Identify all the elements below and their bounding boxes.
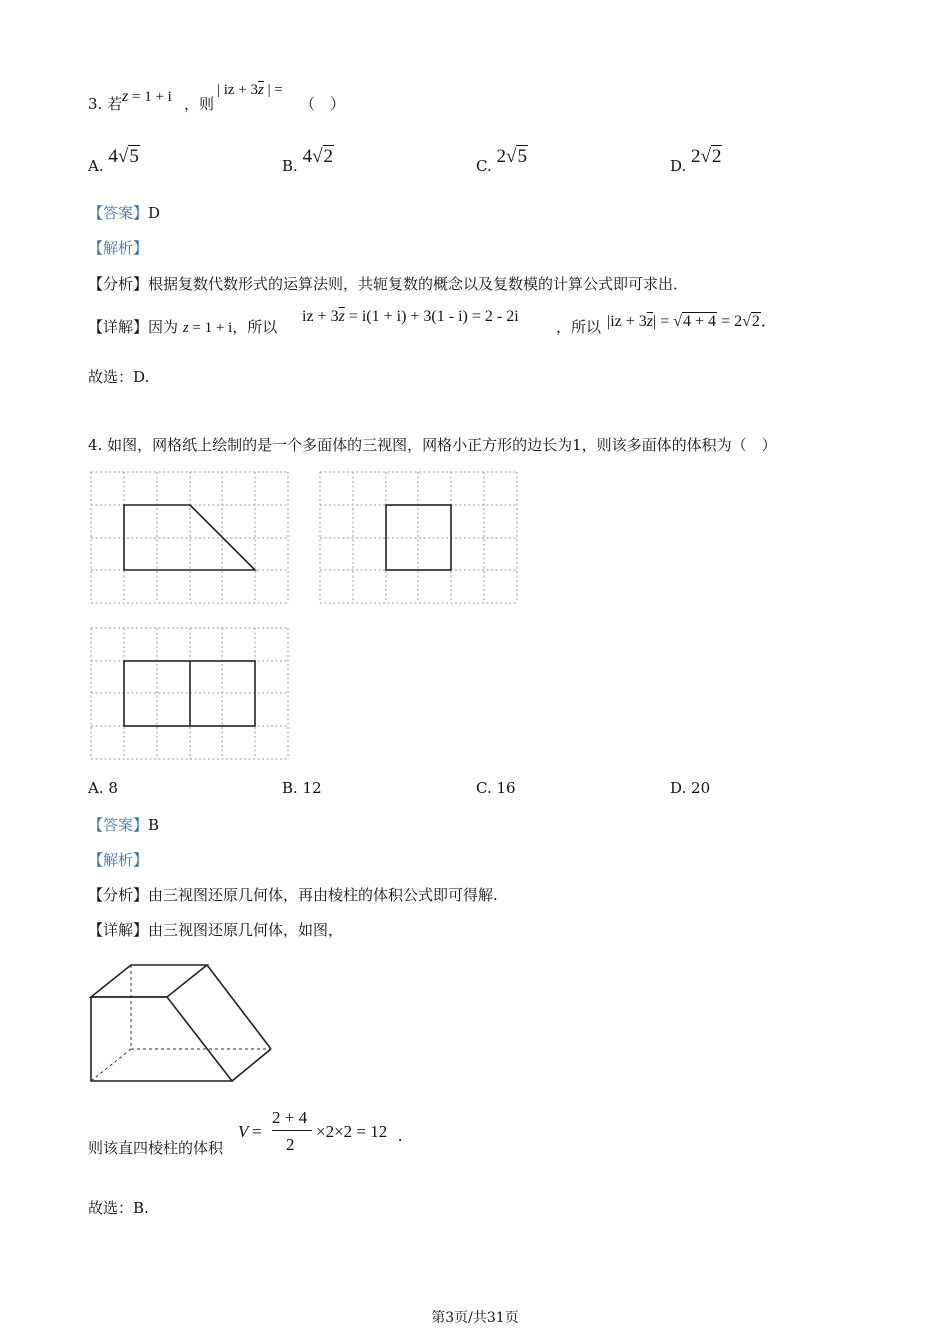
q3-fenxi: 【分析】根据复数代数形式的运算法则，共轭复数的概念以及复数模的计算公式即可求出． — [88, 275, 689, 293]
q4-fenxi: 【分析】由三视图还原几何体，再由棱柱的体积公式即可得解. — [88, 886, 498, 904]
q3-then: ，则 — [184, 95, 215, 113]
prism-top-face — [91, 965, 207, 997]
q4-xiangjie: 【详解】由三视图还原几何体，如图， — [88, 921, 344, 939]
q3-option-b: B. 4√2 — [282, 146, 334, 175]
q4-option-d: D. 20 — [670, 779, 711, 797]
prism-front-face — [91, 997, 232, 1081]
q4-option-c: C. 16 — [476, 779, 516, 797]
q3-stem: 3. 若 — [88, 95, 123, 113]
q4-vol-text: 则该直四棱柱的体积 — [88, 1139, 224, 1157]
q3-expr: | iz + $3\overline{z}$ | = — [217, 82, 283, 98]
q3-choose: 故选：D. — [88, 368, 150, 386]
q4-stem: 4. 如图，网格纸上绘制的是一个多面体的三视图，网格小正方形的边长为1，则该多面体的体积为（ ） — [88, 436, 777, 454]
q3-eq1: iz + $3\overline{z} = i(1 + i) + 3(1 - i) = 2 - 2i$ — [302, 308, 519, 325]
q3-part3: ，所以 — [556, 318, 602, 336]
q3-analysis-tag: 【解析】 — [88, 239, 149, 257]
q3-answer: 【答案】D — [88, 204, 161, 222]
page-footer: 第3页/共31页 — [431, 1310, 519, 1326]
q3-xiangjie: 【详解】因为 z = 1 + i，所以 — [88, 318, 278, 336]
q3-eq2: $|iz + 3\overline{z}| = √4 + 4 = 2√2$． — [607, 313, 777, 330]
q4-option-b: B. 12 — [282, 779, 322, 797]
q4-option-a: A. 8 — [88, 779, 118, 797]
q4-analysis-tag: 【解析】 — [88, 851, 149, 869]
q3-z-def: z = 1 + i — [122, 88, 172, 105]
q4-choose: 故选：B. — [88, 1199, 149, 1217]
q4-answer: 【答案】B — [88, 816, 160, 834]
q3-option-d: D. 2√2 — [670, 146, 722, 175]
q3-option-c: C. 2√5 — [476, 146, 527, 175]
q3-paren: （ ） — [300, 95, 346, 113]
q3-option-a: A. 4√5 — [88, 146, 139, 175]
